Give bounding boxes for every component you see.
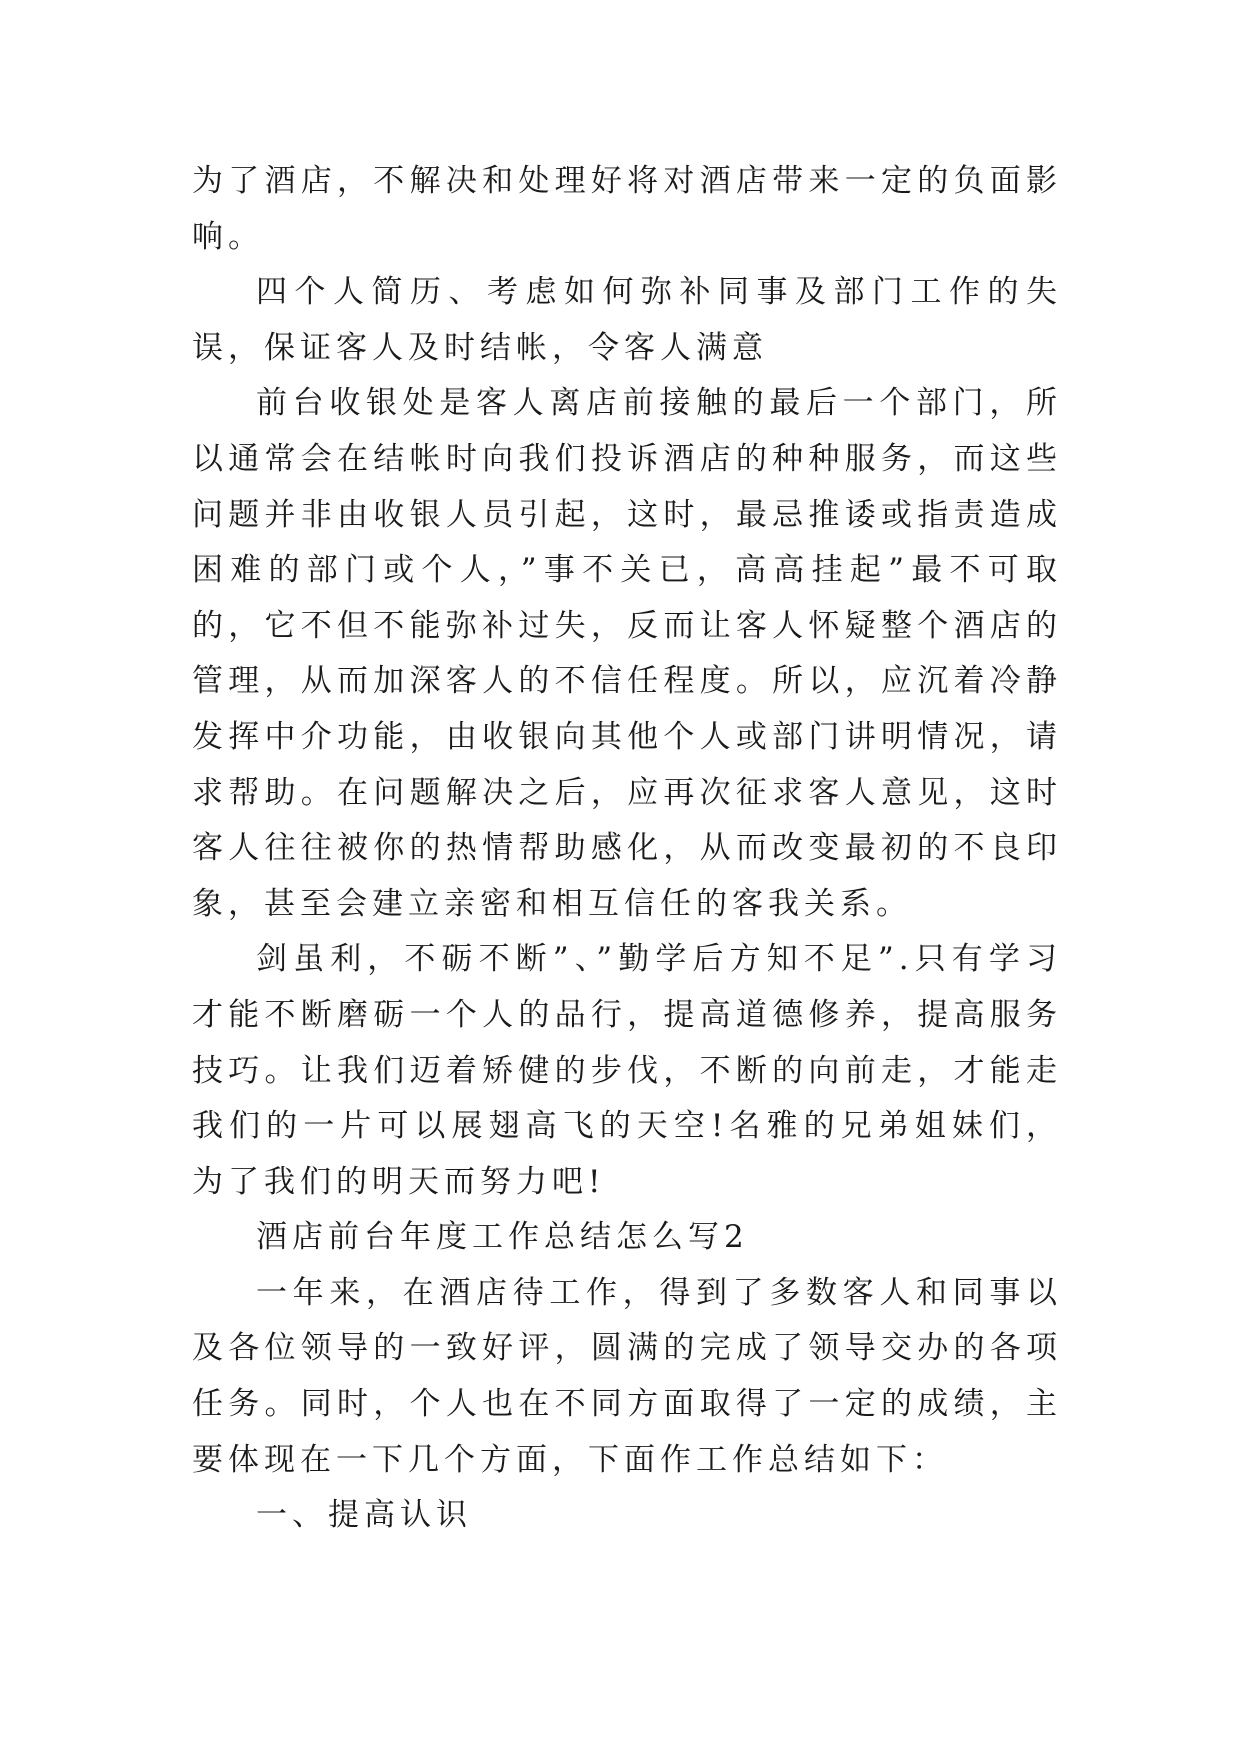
paragraph-section-four: 四个人简历、考虑如何弥补同事及部门工作的失误，保证客人及时结帐，令客人满意	[192, 274, 1062, 366]
paragraph-consequence: 为了酒店，不解决和处理好将对酒店带来一定的负面影响。	[192, 163, 1062, 255]
subsection-heading: 一、提高认识	[256, 1497, 472, 1534]
paragraph-learning: 剑虽利，不砺不断”、”勤学后方知不足”.只有学习才能不断磨砺一个人的品行，提高道德修养，提高服务技巧。让我们迈着矫健的步伐，不断的向前走，才能走我们的一片可以展翅高飞的天空!名雅的兄弟姐妹们，为了我们的明天而努力吧!	[192, 941, 1062, 1200]
document-body	[192, 154, 1062, 1544]
section-heading: 酒店前台年度工作总结怎么写2	[256, 1219, 749, 1256]
paragraph-year-summary: 一年来，在酒店待工作，得到了多数客人和同事以及各位领导的一致好评，圆满的完成了领导交办的各项任务。同时，个人也在不同方面取得了一定的成绩，主要体现在一下几个方面，下面作工作总结如下：	[192, 1274, 1062, 1478]
paragraph-cashier: 前台收银处是客人离店前接触的最后一个部门，所以通常会在结帐时向我们投诉酒店的种种服务，而这些问题并非由收银人员引起，这时，最忌推诿或指责造成困难的部门或个人，”事不关已，高高挂起”最不可取的，它不但不能弥补过失，反而让客人怀疑整个酒店的管理，从而加深客人的不信任程度。所以，应沉着冷静发挥中介功能，由收银向其他个人或部门讲明情况，请求帮助。在问题解决之后，应再次征求客人意见，这时客人往往被你的热情帮助感化，从而改变最初的不良印象，甚至会建立亲密和相互信任的客我关系。	[192, 385, 1062, 922]
